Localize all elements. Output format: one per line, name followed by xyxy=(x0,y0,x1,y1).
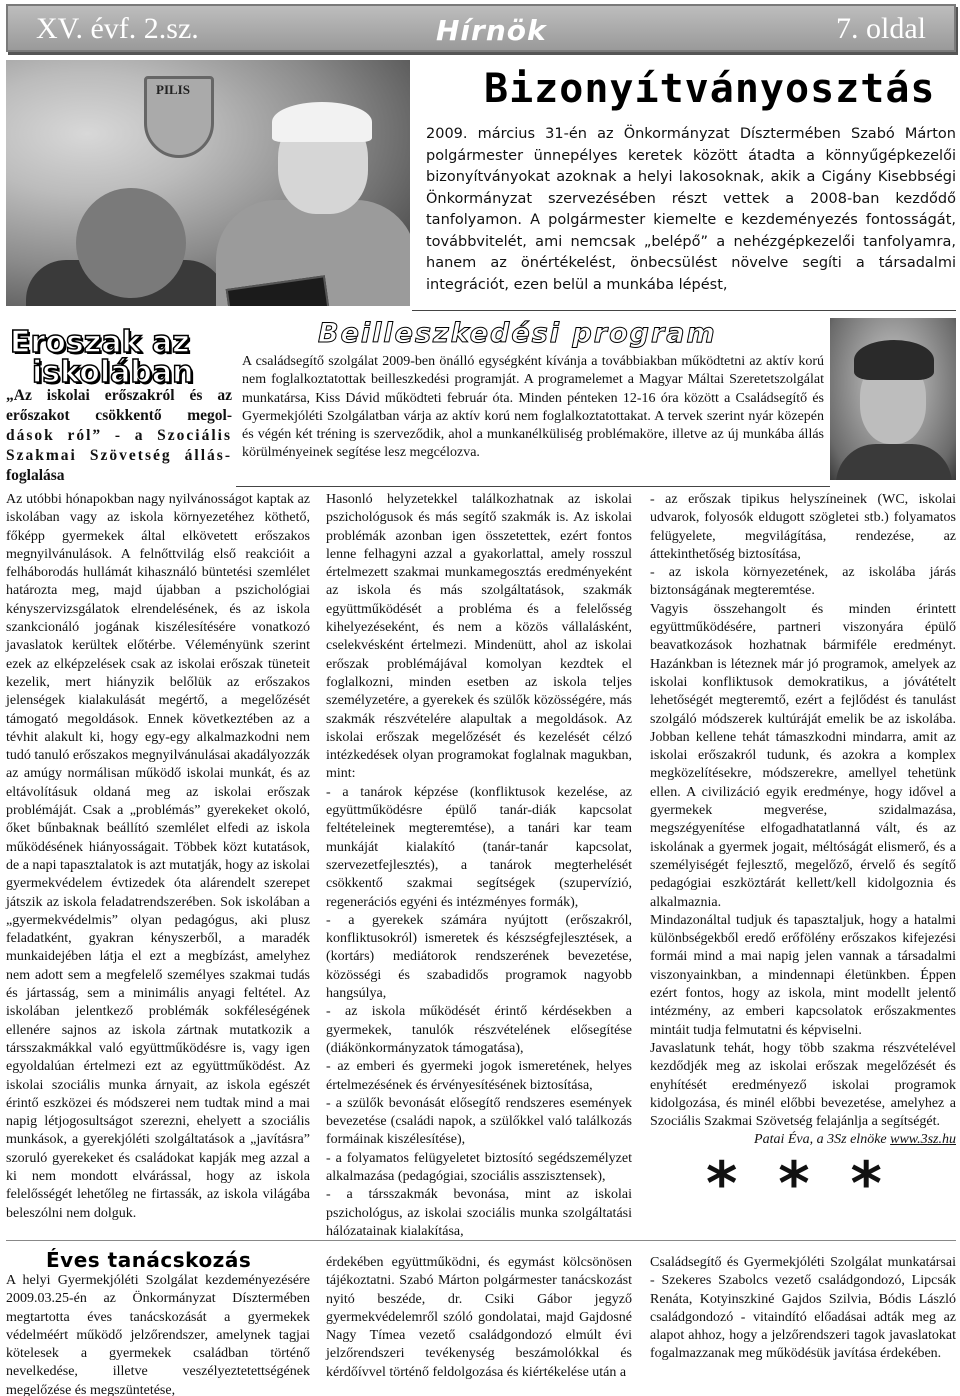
newspaper-title: Hírnök xyxy=(436,14,547,47)
divider xyxy=(236,486,830,487)
article-body-bizonyitvany: 2009. március 31-én az Önkormányzat Dísztermében Szabó Márton polgármester ünnepélyes keretek között átadta a könnyűgépkezelői bizonyítványokat azoknak a helyi lakosoknak, akik a Cigány Kisebbségi Önkormányzat szervezésében részt vettek a 2008-ban kezdődő tanfolyamon. A polgármester kiemelte e kezdeményezés fontosságát, továbbvitelét, ami nemcsak „belépő” a nehézgépkezelői tanfolyamra, hanem az önértékelést, önbecsülést növelve segíti a társadalmi integrációt, ezen belül a munkába lépést, xyxy=(426,126,956,293)
divider xyxy=(6,1240,956,1241)
ceremony-photo xyxy=(6,60,410,306)
article-title-beilleszkedes: Beilleszkedési program xyxy=(318,318,717,349)
page-header xyxy=(6,4,956,52)
article-eves-column-1: A helyi Gyermekjóléti Szolgálat kezdeményezésére 2009.03.25-én az Önkormányzat Dísztermében megtartotta éves tanácskozását a gyermekek védelméért működő jelzőrendszer, amelynek tagjai kötelesek a gyermekek családban történő nevelkedése, illetve veszélyeztetettségének megelőzése és megszüntetése, xyxy=(6,1273,310,1396)
article-title-eroszak: Eroszak az iskolában xyxy=(10,325,194,390)
article-column-3: - az erőszak tipikus helyszíneinek (WC, iskolai udvarok, folyosók eldugott szögletei stb.) folyamatos felügyelete, megvilágítása, rendezése, az áttekinthetőség biztosítása, - az iskola környezetének, az iskolába járás biztonságának megteremtése. Vagyis összehangolt és minden érintett együttműködésére, partneri viszonyára épülő beavatkozások hozhatnak bármiféle eredményt. Hazánkban is léteznek már jó programok, amelyek az iskolai konfliktusok demokratikus, a jóvátételt lehetőségét megteremtő, ezért a fejlődést és tanulást szolgáló módszerek kultúráját emelik be az iskolába. Jobban kellene tehát támaszkodni mindarra, amit az iskolai erőszakról tudunk, és azokra a komplex megközelítésekre, módszerekre, amellyel tehetünk ellen. A civilizáció egyik eredménye, hogy idővel a gyermekek megverése, szidalmazása, megszégyenítése elfogadhatatlanná vált, és az iskolának a gyermek jogait, méltóságát elismerő, és a személyiségét fejlesztő, megelőző, érvelő és segítő pedagógiai eszköztárát kellett/kell kidolgoznia és alkalmaznia. Mindazonáltal tudjuk és tapasztaljuk, hogy a hatalmi különbségekből eredő erőfölény erőszakos kifejezési formái mind a mai napig jelen vannak a társadalmi viszonyainkban, a mindennapi életünkben. Éppen ezért fontos, hogy az iskola, mint modellt jelentő intézmény, az emberi kapcsolatok erőszakmentes mintáit tudja felmutatni és képviselni. Javaslatunk tehát, hogy több szakma részvételével kezdődjék meg az iskolai erőszak megelőzését és enyhítését eredményező iskolai programok kidolgozása, és minél előbbi bevezetése, amelyhez a Szociális Szakmai Szövetség felajánlja a segítségét. Patai Éva, a 3Sz elnöke www.3sz.hu xyxy=(650,491,956,1150)
issue-label: XV. évf. 2.sz. xyxy=(36,12,199,45)
article-title-eves: Éves tanácskozás xyxy=(46,1248,252,1272)
article-lead-eroszak: „Az iskolai erőszakról és az erőszakot csökkentő megol- dások ról” - a Szociális Szakmai Szövetség állás- foglalása xyxy=(6,387,232,484)
list-item: - a tanárok képzése (konfliktusok kezelése, az együttműködésre épülő tanár-diák kapcsolat feltételeinek megteremtése), a tanári kar team munkáját kialakító (tanár-tanár kapcsolat, szervezetfejlesztés), a tanárok megterhelését csökkentő szakmai segítségek (szupervízió, regenerációs egyéni és intézményes formák), xyxy=(326,784,632,910)
signature-link[interactable]: www.3sz.hu xyxy=(890,1132,956,1148)
article-eves-column-2: érdekében együttműködni, és egymást kölcsönösen tájékoztatni. Szabó Márton polgármester tanácskozást nyitó beszéde, dr. Csiki Gábor jegyző gyermekvédelemről szóló gondolatai, majd Gajdosné Nagy Tímea vezető családgondozó elmúlt évi jelzőrendszeri tevékenység beszámolókkal és kérdőívvel történő feldolgozása és kiértékelése után a xyxy=(326,1255,632,1380)
article-eves-column-3: Családsegítő és Gyermekjóléti Szolgálat munkatársai - Szekeres Szabolcs vezető családgondozó, Lipcsák Renáta, Kotyinszkiné Gajdos Szilvia, Bódis László családgondozó - vitaindító előadásai adták meg az alapot ahhoz, hogy a jelzőrendszeri tagok javaslatokat fogalmazzanak meg működésük javítása érdekében. xyxy=(650,1255,956,1362)
list-item: - az emberi és gyermeki jogok ismeretének, helyes értelmezésének és érvényesítésének biztosítása, xyxy=(326,1059,632,1093)
signature: Patai Éva, a 3Sz elnöke www.3sz.hu xyxy=(754,1132,956,1148)
section-separator-stars: * * * xyxy=(706,1149,892,1219)
list-item: - a folyamatos felügyeletet biztosító segédszemélyzet alkalmazása (pedagógiai, szociális asszisztensek), xyxy=(326,1150,632,1184)
list-item: - a szülők bevonását elősegítő rendszeres események bevezetése (családi napok, a szülőkkel való találkozás formáinak kiszélesítése), xyxy=(326,1095,632,1148)
coat-of-arms-text: PILIS xyxy=(156,82,190,97)
page-number: 7. oldal xyxy=(836,12,926,45)
article-column-1: Az utóbbi hónapokban nagy nyilvánosságot kaptak az iskolában vagy az iskola környezetéhez köthető, főképp gyermekek által elkövetett erőszakos megnyilvánulások. A felnőttvilág első reakcióit a felháborodás hullámát kihasználó büntetési szemlélet határozta meg, majd újabban a pszichológiai kényszervizsgálatok elrendelésének, és az iskola szankcionáló jogának kiszélesítésére vonatkozó javaslatok kerültek előtérbe. Véleményünk szerint ezek az elképzelések csak az iskolai erőszak tüneteit kezelik, mert hiányzik belőlük az erőszakos jelenségek kialakulását megértő, a megelőzését támogató megoldások. Ennek következtében az a tévhit alakult ki, hogy egy-egy alkalmazkodni nem tudó tanuló erőszakos megnyilvánulásai akadályozzák az amúgy normálisan működő iskolai munkát, és az eltávolításuk oldaná meg az iskolai erőszak problémáját. Csak a „problémás” gyerekeket okoló, őket bűnbaknak beállító szemlélet elfedi az iskola működésének hiányosságait. Többek közt kutatások, de a napi tapasztalatok is azt mutatják, hogy az iskolai gyermekvédelem évtizedek óta alárendelt szerepet játszik az iskola feladatrendszerében. Sok iskolában a „gyermekvédelmis” olyan pedagógus, aki plusz feladatként, gyakran kényszerből, a maradék munkaidejében látja el ezt a megbízást, amelyhez nem adott sem a megfelelő személyes szakmai tudás és jártasság, sem a minimális anyagi feltétel. Az iskolában jelentkező problémák sokféleségének ellenére sajnos az iskola zártnak mutatkozik a társszakmákkal való együttműködésre is, vagy igen egyoldalúan értelmezi ezt az együttműködést. Az iskolai szociális munka árnyait, az iskola egészét érintő eszközei és módszerei nem tudtak mind a mai napig létjogosultságot szerezni, ehelyett a szociális munkások, a gyerekjóléti szolgáltatások a „javításra” szoruló gyerekeket és családokat kapják meg azzal a ki nem mondott elvárással, hogy az iskola felelősségét lehetőleg ne firtassák, az iskola világába beleszólni nem dolguk. xyxy=(6,492,311,1221)
list-item: - a társszakmák bevonása, mint az iskolai pszichológus, az iskolai szociális munka szolgáltatási hálózatainak kialakítása, xyxy=(326,1187,632,1239)
list-item: - a gyerekek számára nyújtott (erőszakról, konfliktusokról) ismeretek és készségfejlesztések, a (kortárs) mediátorok rendszerének bevezetése, közösségi és szabadidős programok nagyobb hangsúlya, xyxy=(326,912,632,1002)
list-item: - az iskola működését érintő kérdésekben a gyermekek, tanulók részvételének elősegítése (diákönkormányzatok támogatása), xyxy=(326,1004,632,1056)
article-column-2: Hasonló helyzetekkel találkozhatnak az iskolai pszichológusok és más segítő szakmák is. Az iskolai problémák azonban igen összetettek, ezért fontos lenne felhagyni azzal a gyakorlattal, amely rosszul értelmezett szakmai munkamegosztás eredményeként az iskola és más szolgáltatások, szakmák együttműködését a probléma és a felelősség kihelyezéseként, és nem a közös vállalásként, cselekvésként értelmezi. Mindenütt, ahol az iskolai erőszak problémájával komolyan kezdtek el foglalkozni, minden esetben az iskola teljes személyzetére, a gyerekek és szülők közösségére, más szakmák részvételére alapultak a megoldások. Az iskolai erőszak megelőzését és kezelését célzó intézkedések olyan programokat foglalnak magukban, mint: - a tanárok képzése (konfliktusok kezelése, az együttműködésre épülő tanár-diák kapcsolat feltételeinek megteremtése), a tanári kar team munkáját kialakító (tanár-tanár kapcsolat, szervezetfejlesztés), a tanárok megterhelését csökkentő szakmai segítségek (szupervízió, regenerációs egyéni és intézményes formák), - a gyerekek számára nyújtott (erőszakról, konfliktusokról) ismeretek és készségfejlesztések, a (kortárs) mediátorok rendszerének bevezetése, közösségi és szabadidős programok nagyobb hangsúlya, - az iskola működését érintő kérdésekben a gyermekek, tanulók részvételének elősegítése (diákönkormányzatok támogatása), - az emberi és gyermeki jogok ismeretének, helyes értelmezésének és érvényesítésének biztosítása, - a szülők bevonását elősegítő rendszeres események bevezetése (családi napok, a szülőkkel való találkozás formáinak kiszélesítése), - a folyamatos felügyeletet biztosító segédszemélyzet alkalmazása (pedagógiai, szociális asszisztensek), - a társszakmák bevonása, mint az iskolai pszichológus, az iskolai szociális munka szolgáltatási hálózatainak kialakítása, xyxy=(326,491,632,1241)
article-body-beilleszkedes: A családsegítő szolgálat 2009-ben önálló egységként kívánja a továbbiakban működtetni az aktív korú nem foglalkoztatottak beilleszkedési programját. A programelemet a Magyar Máltai Szeretetszolgálat munkatársa, Kiss Dávid működteti február óta. Minden pénteken 12-16 óra között a Családsegítő és Gyermekjóléti Szolgálatban várja az aktív korú nem foglalkoztatottakat. A tervek szerint nyár közepén és végén két tréning is szerveződik, ahol a munkanélküliség problémaköre, illetve az új munkába állás körülményeinek segítése lesz megcélozva. xyxy=(242,354,824,461)
article-title-bizonyitvany: Bizonyítványosztás xyxy=(484,66,936,112)
divider xyxy=(412,310,956,311)
portrait-photo xyxy=(830,318,956,480)
